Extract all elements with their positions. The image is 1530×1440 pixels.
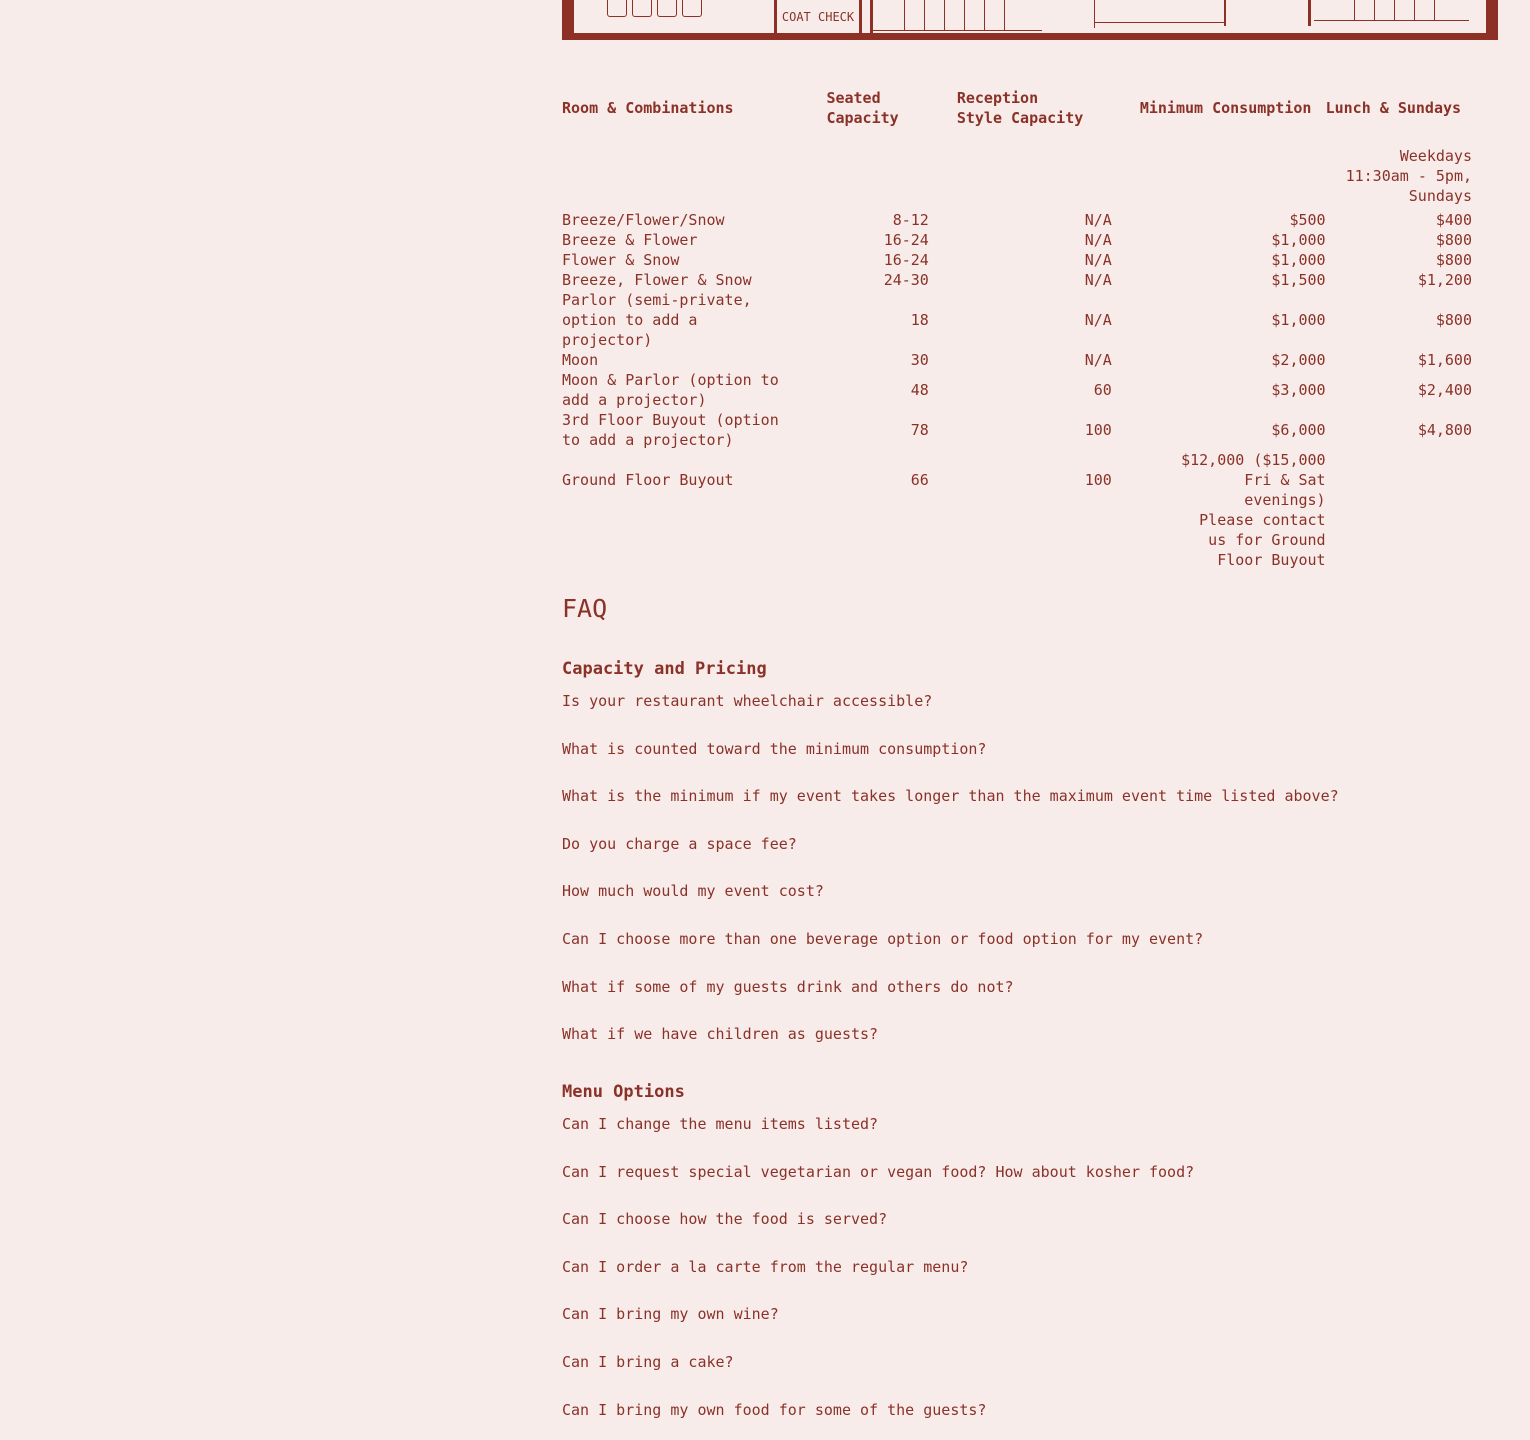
- seated-capacity: 30: [910, 351, 929, 369]
- ground-floor-contact-note: Please contact us for Ground Floor Buyout: [1199, 511, 1326, 569]
- lunch-sundays-minimum: $800: [1435, 311, 1472, 329]
- seated-capacity: 16-24: [883, 231, 929, 249]
- table-row: [562, 270, 1472, 290]
- coat-check-label: COAT CHECK: [774, 0, 862, 33]
- faq-section-heading: Capacity and Pricing: [562, 659, 767, 679]
- faq-question[interactable]: Can I request special vegetarian or vegan food? How about kosher food?: [562, 1162, 1195, 1181]
- faq-question[interactable]: Do you charge a space fee?: [562, 834, 797, 853]
- room-name: Ground Floor Buyout: [562, 471, 734, 489]
- chair-icon: [632, 0, 652, 17]
- table-row: [562, 350, 1472, 370]
- faq-section-capacity-pricing: [562, 654, 1462, 1065]
- reception-capacity: 100: [1084, 421, 1112, 439]
- minimum-consumption: $500: [1289, 211, 1326, 229]
- minimum-consumption: $2,000: [1271, 351, 1326, 369]
- faq-question[interactable]: Can I bring my own food for some of the guests?: [562, 1400, 987, 1419]
- faq-question[interactable]: Is your restaurant wheelchair accessible?: [562, 692, 933, 710]
- table-row: [562, 370, 1472, 410]
- faq-question[interactable]: Can I choose more than one beverage option or food option for my event?: [562, 929, 1204, 948]
- table-row: [562, 290, 1472, 350]
- minimum-consumption: $1,000: [1271, 311, 1326, 329]
- lunch-sundays-minimum: $4,800: [1417, 421, 1472, 439]
- table-row: [562, 250, 1472, 270]
- header-room: Room & Combinations: [562, 99, 734, 117]
- faq-question[interactable]: What if we have children as guests?: [562, 1025, 879, 1044]
- room-pricing-table: [562, 70, 1472, 570]
- faq-question[interactable]: Can I bring a cake?: [562, 1352, 734, 1371]
- header-lunch-sundays: Lunch & Sundays: [1325, 99, 1462, 117]
- room-name: 3rd Floor Buyout (option to add a projector): [562, 411, 779, 449]
- faq-section-heading: Menu Options: [562, 1082, 685, 1102]
- lunch-sundays-minimum: $2,400: [1417, 381, 1472, 399]
- ground-floor-note-row: [562, 510, 1472, 570]
- lunch-note-row: [562, 146, 1472, 210]
- seated-capacity: 16-24: [883, 251, 929, 269]
- table-row: [562, 230, 1472, 250]
- reception-capacity: N/A: [1084, 211, 1112, 229]
- room-name: Moon & Parlor (option to add a projector): [562, 371, 779, 409]
- lunch-note: Weekdays 11:30am - 5pm, Sundays: [1345, 147, 1473, 205]
- faq-question[interactable]: Can I bring my own wine?: [562, 1305, 779, 1324]
- chair-icon: [607, 0, 627, 17]
- room-name: Flower & Snow: [562, 251, 680, 269]
- reception-capacity: N/A: [1084, 251, 1112, 269]
- room-name: Moon: [562, 351, 599, 369]
- faq-question[interactable]: What if some of my guests drink and others do not?: [562, 977, 1014, 996]
- chair-icon: [657, 0, 677, 17]
- reception-capacity: 60: [1093, 381, 1112, 399]
- faq-section-menu-options: [562, 1077, 1462, 1440]
- table-row: [562, 410, 1472, 450]
- faq-question[interactable]: Can I change the menu items listed?: [562, 1115, 879, 1133]
- table-header-row: [562, 70, 1472, 146]
- minimum-consumption: $6,000: [1271, 421, 1326, 439]
- faq-question[interactable]: What is the minimum if my event takes longer than the maximum event time listed above?: [562, 787, 1339, 806]
- lunch-sundays-minimum: $800: [1435, 231, 1472, 249]
- seated-capacity: 24-30: [883, 271, 929, 289]
- room-name: Breeze, Flower & Snow: [562, 271, 752, 289]
- reception-capacity: 100: [1084, 471, 1112, 489]
- faq-question[interactable]: Can I choose how the food is served?: [562, 1210, 888, 1229]
- seated-capacity: 78: [910, 421, 929, 439]
- minimum-consumption: $1,500: [1271, 271, 1326, 289]
- chair-icon: [682, 0, 702, 17]
- lunch-sundays-minimum: $800: [1435, 251, 1472, 269]
- header-seated-capacity: Seated Capacity: [826, 89, 899, 127]
- seated-capacity: 66: [910, 471, 929, 489]
- reception-capacity: N/A: [1084, 311, 1112, 329]
- lunch-sundays-minimum: $1,600: [1417, 351, 1472, 369]
- room-name: Breeze/Flower/Snow: [562, 211, 725, 229]
- table-row: [562, 210, 1472, 230]
- floorplan-image: [562, 0, 1498, 40]
- header-reception-capacity: Reception Style Capacity: [956, 89, 1084, 127]
- room-name: Parlor (semi-private, option to add a projector): [562, 291, 752, 349]
- reception-capacity: N/A: [1084, 271, 1112, 289]
- reception-capacity: N/A: [1084, 351, 1112, 369]
- minimum-consumption: $1,000: [1271, 231, 1326, 249]
- faq-title: FAQ: [562, 594, 608, 623]
- seated-capacity: 48: [910, 381, 929, 399]
- reception-capacity: N/A: [1084, 231, 1112, 249]
- table-row: [562, 450, 1472, 510]
- room-name: Breeze & Flower: [562, 231, 698, 249]
- faq-question[interactable]: Can I order a la carte from the regular menu?: [562, 1257, 969, 1276]
- lunch-sundays-minimum: $400: [1435, 211, 1472, 229]
- minimum-consumption: $1,000: [1271, 251, 1326, 269]
- faq-question[interactable]: How much would my event cost?: [562, 882, 824, 901]
- minimum-consumption: $12,000 ($15,000 Fri & Sat evenings): [1181, 451, 1326, 509]
- minimum-consumption: $3,000: [1271, 381, 1326, 399]
- seated-capacity: 8-12: [892, 211, 929, 229]
- seated-capacity: 18: [910, 311, 929, 329]
- faq-question[interactable]: What is counted toward the minimum consumption?: [562, 739, 987, 758]
- header-minimum-consumption: Minimum Consumption: [1139, 99, 1312, 117]
- lunch-sundays-minimum: $1,200: [1417, 271, 1472, 289]
- lunch-sundays-minimum: [1326, 450, 1472, 510]
